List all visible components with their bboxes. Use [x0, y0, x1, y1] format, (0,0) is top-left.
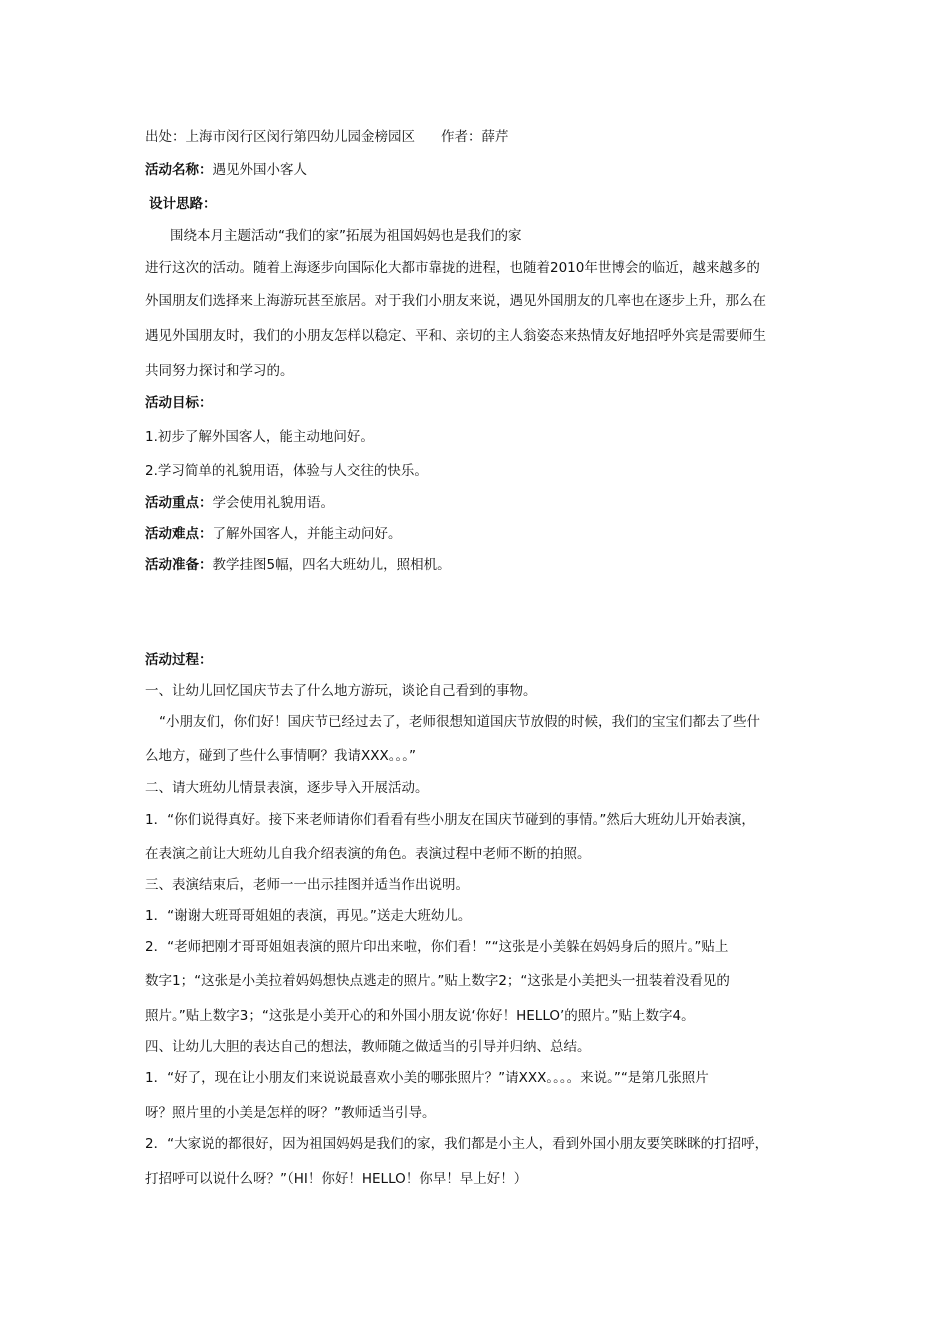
design-idea-line: 进行这次的活动。随着上海逐步向国际化大都市靠拢的进程，也随着2010年世博会的临近，越来越多的	[145, 260, 760, 276]
process-line: 2．“大家说的都很好，因为祖国妈妈是我们的家，我们都是小主人，看到外国小朋友要笑眯眯的打招呼，	[145, 1136, 769, 1152]
design-idea-line: 围绕本月主题活动“我们的家”拓展为祖国妈妈也是我们的家	[170, 228, 522, 244]
difficulty-line	[145, 525, 815, 543]
goals-heading: 活动目标：	[145, 395, 213, 411]
design-idea-line: 遇见外国朋友时，我们的小朋友怎样以稳定、平和、亲切的主人翁姿态来热情友好地招呼外宾是需要师生	[145, 328, 766, 344]
process-line: 呀？照片里的小美是怎样的呀？”教师适当引导。	[145, 1105, 436, 1121]
key-point-line	[145, 494, 815, 512]
process-line: 一、让幼儿回忆国庆节去了什么地方游玩，谈论自己看到的事物。	[145, 683, 537, 699]
design-idea-line: 共同努力探讨和学习的。	[145, 363, 294, 379]
activity-name-label: 活动名称：	[145, 162, 213, 178]
process-line: 二、请大班幼儿情景表演，逐步导入开展活动。	[145, 780, 429, 796]
process-line: 在表演之前让大班幼儿自我介绍表演的角色。表演过程中老师不断的拍照。	[145, 846, 591, 862]
source-text: 出处：上海市闵行区闵行第四幼儿园金榜园区	[145, 129, 415, 145]
process-line: 1．“你们说得真好。接下来老师请你们看看有些小朋友在国庆节碰到的事情。”然后大班幼儿开始表演，	[145, 812, 755, 828]
preparation-line	[145, 556, 815, 574]
process-line: 1．“好了，现在让小朋友们来说说最喜欢小美的哪张照片？”请XXX。。。。来说。”“是第几张照片	[145, 1070, 709, 1086]
process-line: 2．“老师把刚才哥哥姐姐表演的照片印出来啦，你们看！”“这张是小美躲在妈妈身后的照片。”贴上	[145, 939, 729, 955]
author-text: 作者：薛芹	[441, 129, 509, 145]
difficulty-label: 活动难点：	[145, 526, 213, 542]
process-line: “小朋友们，你们好！国庆节已经过去了，老师很想知道国庆节放假的时候，我们的宝宝们都去了些什	[159, 714, 760, 730]
process-heading: 活动过程：	[145, 652, 213, 668]
process-line: 打招呼可以说什么呀？”（HI！你好！HELLO！你早！早上好！）	[145, 1171, 528, 1187]
activity-name-line	[145, 161, 815, 179]
preparation-label: 活动准备：	[145, 557, 213, 573]
preparation-value: 教学挂图5幅，四名大班幼儿，照相机。	[212, 557, 451, 573]
difficulty-value: 了解外国客人，并能主动问好。	[212, 526, 402, 542]
goal-item: 2.学习简单的礼貌用语，体验与人交往的快乐。	[145, 463, 428, 479]
process-line: 1．“谢谢大班哥哥姐姐的表演，再见。”送走大班幼儿。	[145, 908, 472, 924]
design-idea-line: 外国朋友们选择来上海游玩甚至旅居。对于我们小朋友来说，遇见外国朋友的几率也在逐步上升，那么在	[145, 293, 766, 309]
process-line: 数字1；“这张是小美拉着妈妈想快点逃走的照片。”贴上数字2；“这张是小美把头一扭装着没看见的	[145, 973, 730, 989]
process-line: 三、表演结束后，老师一一出示挂图并适当作出说明。	[145, 877, 469, 893]
source-line	[145, 128, 815, 146]
process-line: 照片。”贴上数字3；“这张是小美开心的和外国小朋友说‘你好！HELLO’的照片。”贴上数字4。	[145, 1008, 695, 1024]
activity-name-value: 遇见外国小客人	[212, 162, 307, 178]
design-idea-heading: 设计思路：	[149, 196, 217, 212]
process-line: 么地方，碰到了些什么事情啊？我请XXX。。。”	[145, 748, 416, 764]
goal-item: 1.初步了解外国客人，能主动地问好。	[145, 429, 374, 445]
key-point-value: 学会使用礼貌用语。	[212, 495, 334, 511]
process-line: 四、让幼儿大胆的表达自己的想法，教师随之做适当的引导并归纳、总结。	[145, 1039, 591, 1055]
key-point-label: 活动重点：	[145, 495, 213, 511]
